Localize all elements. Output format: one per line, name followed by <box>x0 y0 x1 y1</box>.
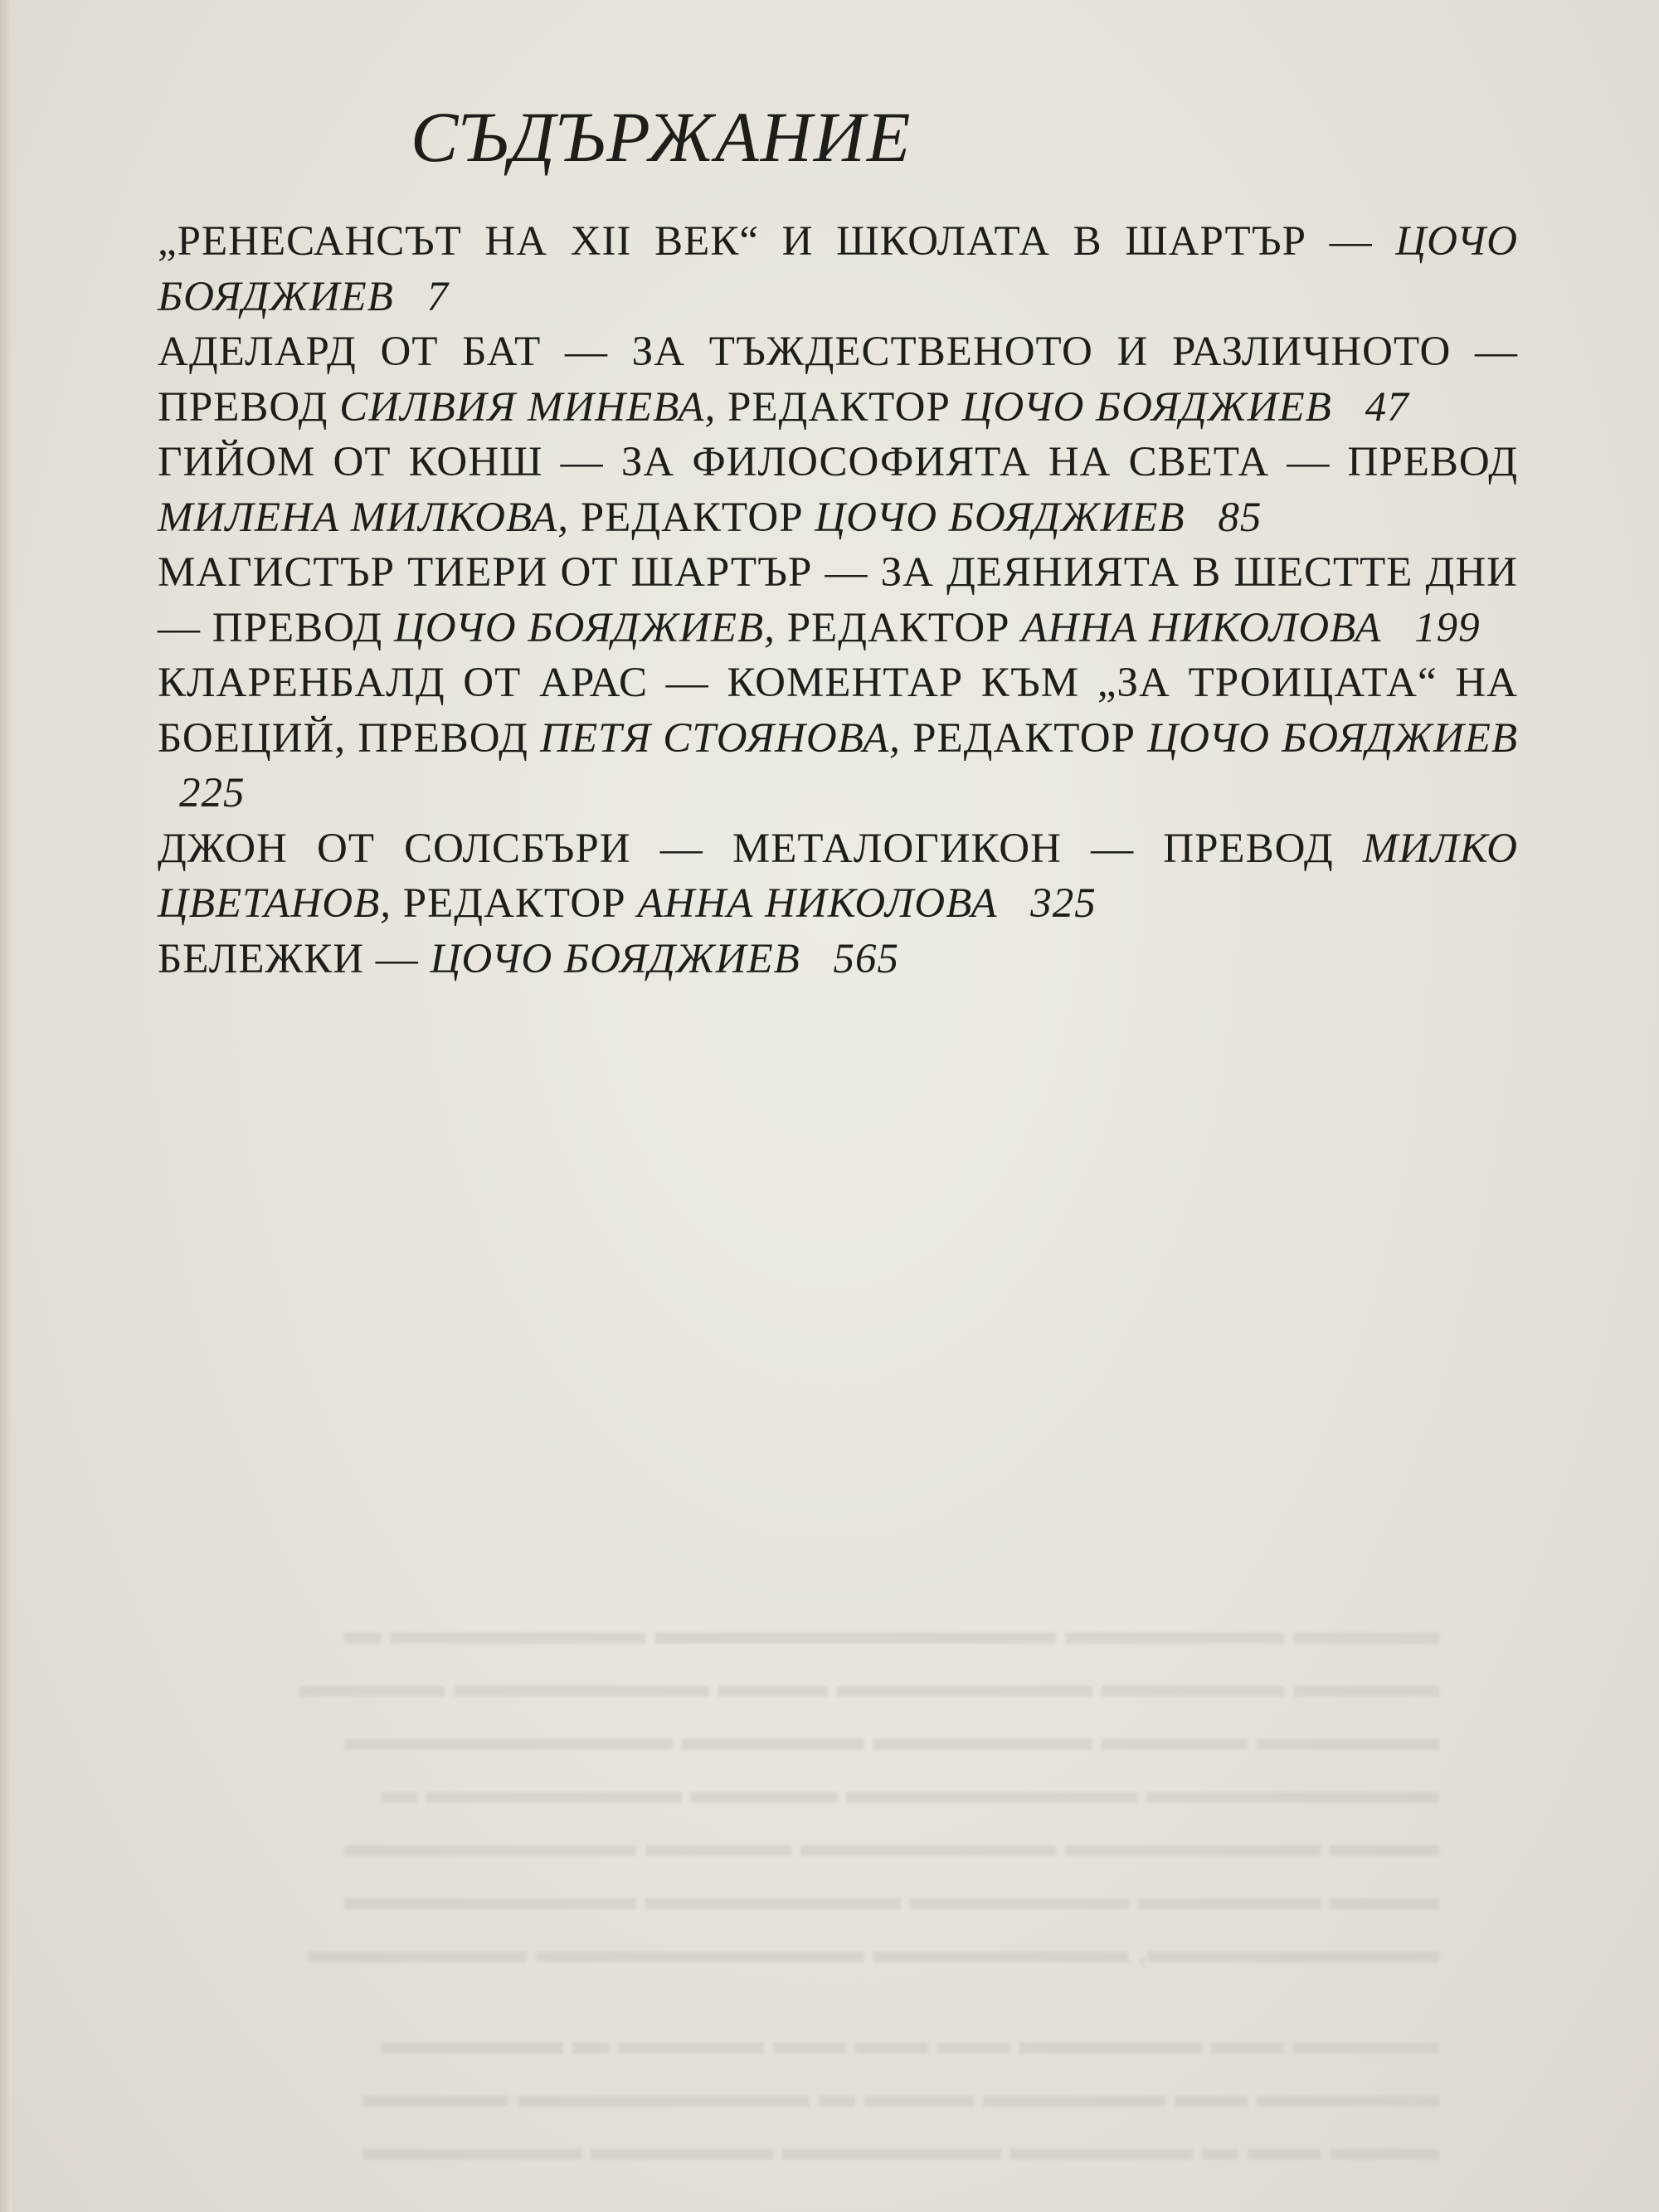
entry-editor-label: РЕДАКТОР <box>727 383 951 431</box>
entry-author: ЦОЧО БОЯДЖИЕВ <box>158 218 1518 320</box>
bleed-through-line: ▬▬▬▬ ▬▬▬▬▬ ▬▬▬▬▬▬▬ ▬▬▬ ▬▬▬▬▬▬▬ ▬▬▬▬ <box>299 1664 1439 1705</box>
entry-editor: ЦОЧО БОЯДЖИЕВ <box>1147 714 1519 762</box>
bleed-through-line: ▬▬▬ ▬▬▬▬▬ ▬▬▬▬▬▬ ▬▬▬▬▬▬▬ ▬▬▬▬▬▬▬▬ <box>344 1877 1439 1917</box>
toc-entry <box>158 545 1518 655</box>
bleed-through-text <box>145 1605 1439 2175</box>
entry-title: АДЕЛАРД ОТ БАТ — ЗА ТЪЖДЕСТВЕНОТО И РАЗЛИЧНОТО — ПРЕВОД <box>158 329 1518 431</box>
entry-editor-label: РЕДАКТОР <box>786 604 1010 651</box>
entry-translator: СИЛВИЯ МИНЕВА, <box>339 383 717 431</box>
entry-title: БЕЛЕЖКИ — <box>158 935 419 982</box>
page-binding-edge <box>0 0 12 2212</box>
entry-page-number: 47 <box>1365 383 1409 431</box>
entry-title: МАГИСТЪР ТИЕРИ ОТ ШАРТЪР — ЗА ДЕЯНИЯТА В ШЕСТТЕ ДНИ — ПРЕВОД <box>158 549 1518 651</box>
entry-author: ЦОЧО БОЯДЖИЕВ <box>430 935 800 982</box>
page-title: СЪДЪРЖАНИЕ <box>411 97 912 177</box>
toc-entry <box>158 655 1518 821</box>
entry-title: ДЖОН ОТ СОЛСБЪРИ — МЕТАЛОГИКОН — ПРЕВОД <box>158 825 1334 872</box>
entry-translator: ЦОЧО БОЯДЖИЕВ, <box>393 604 776 651</box>
bleed-through-line: ▬▬▬▬ ▬▬▬▬▬▬ ▬▬▬▬▬▬▬▬▬▬▬ ▬▬▬▬▬▬▬ ▬ <box>344 1611 1439 1652</box>
entry-page-number: 85 <box>1218 494 1262 541</box>
bleed-through-line: ▬▬▬ ▬▬ ▬ ▬▬▬▬▬ ▬▬▬▬▬▬ ▬▬▬▬▬ ▬▬▬▬▬▬ <box>362 2127 1439 2168</box>
toc-entry <box>158 214 1518 324</box>
table-of-contents <box>158 214 1518 987</box>
entry-title: КЛАРЕНБАЛД ОТ АРАС — КОМЕНТАР КЪМ „ЗА ТРОИЦАТА“ НА БОЕЦИЙ, ПРЕВОД <box>158 660 1518 762</box>
entry-title: „РЕНЕСАНСЪТ НА XII ВЕК“ И ШКОЛАТА В ШАРТЪР — <box>158 218 1373 265</box>
entry-editor-label: РЕДАКТОР <box>580 494 804 541</box>
entry-page-number: 7 <box>426 273 450 320</box>
entry-title: ГИЙОМ ОТ КОНШ — ЗА ФИЛОСОФИЯТА НА СВЕТА — ПРЕВОД <box>158 439 1518 485</box>
entry-editor: АННА НИКОЛОВА <box>637 880 998 927</box>
bleed-through-line: ▬▬▬▬ ▬▬ ▬▬▬▬▬ ▬▬ ▬▬ ▬▬ ▬▬▬▬ ▬ ▬▬▬▬▬ <box>381 2021 1439 2062</box>
entry-editor: ЦОЧО БОЯДЖИЕВ <box>815 494 1185 541</box>
entry-editor: АННА НИКОЛОВА <box>1021 604 1382 651</box>
bleed-through-line: ▬▬▬▬▬ ▬▬ ▬▬▬▬▬ ▬▬▬ ▬ ▬▬▬▬▬▬▬▬ ▬▬▬▬ <box>362 2074 1439 2115</box>
entry-translator: МИЛЕНА МИЛКОВА, <box>158 494 570 541</box>
entry-page-number: 565 <box>833 935 900 982</box>
entry-page-number: 325 <box>1030 880 1097 927</box>
entry-editor-label: РЕДАКТОР <box>912 714 1136 762</box>
entry-page-number: 225 <box>179 770 246 816</box>
entry-page-number: 199 <box>1414 604 1481 651</box>
toc-entry <box>158 821 1518 932</box>
entry-translator: МИЛКО ЦВЕТАНОВ, <box>158 825 1518 927</box>
bleed-through-line: ▬▬▬▬▬▬▬▬ ▬▬▬▬▬▬▬▬ ▬▬▬▬ ▬▬▬▬▬▬▬ ▬ <box>381 1771 1439 1811</box>
bleed-through-line: ▬▬▬▬▬ ▬▬▬▬ ▬▬▬▬▬▬ ▬▬▬▬▬ ▬▬▬▬▬▬▬▬▬ <box>344 1717 1439 1758</box>
entry-translator: ПЕТЯ СТОЯНОВА, <box>540 714 901 762</box>
toc-entry <box>158 435 1518 545</box>
bleed-through-line: ▬▬▬▬▬▬▬▬, ▬▬▬▬▬▬▬ ▬▬▬▬▬▬▬▬▬ ▬▬▬▬▬▬ <box>308 1930 1439 1971</box>
entry-editor: ЦОЧО БОЯДЖИЕВ <box>961 383 1332 431</box>
toc-entry <box>158 324 1518 435</box>
entry-editor-label: РЕДАКТОР <box>402 880 626 927</box>
bleed-through-line: ▬▬▬ ▬▬▬▬▬▬▬ ▬▬▬▬▬▬▬ ▬▬▬▬ ▬▬▬▬▬▬▬▬ <box>344 1824 1439 1864</box>
toc-entry <box>158 932 1518 987</box>
